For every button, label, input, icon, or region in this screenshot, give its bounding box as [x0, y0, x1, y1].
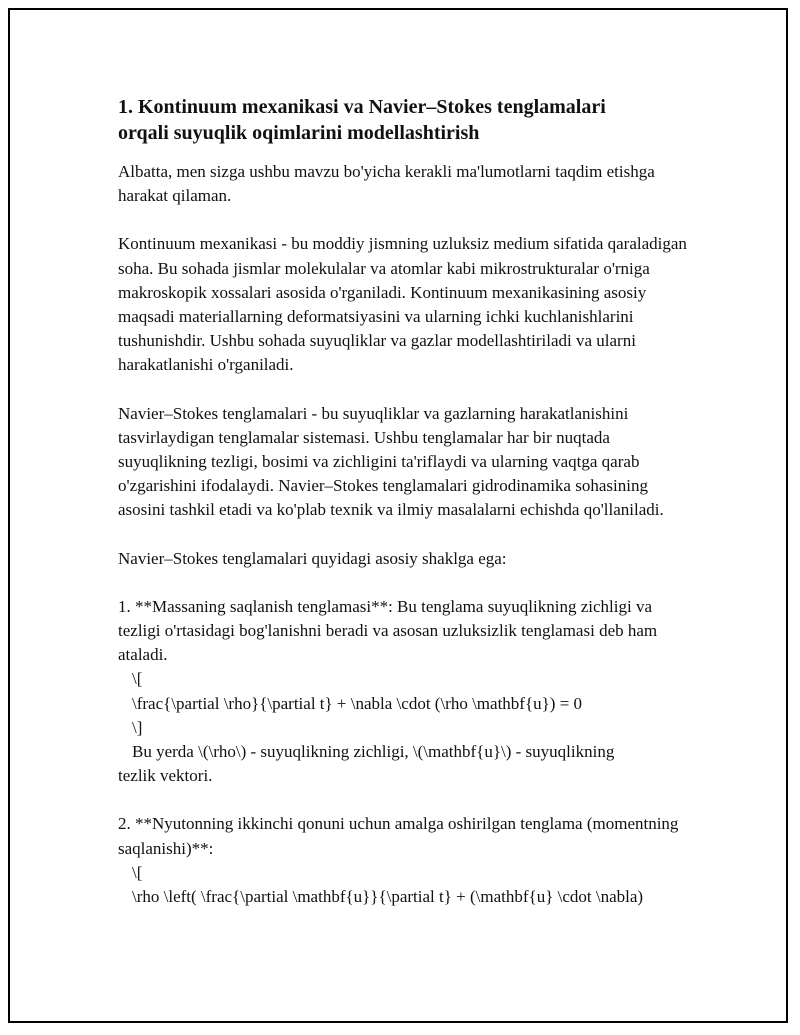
item-1-close-bracket: \]: [132, 717, 143, 737]
continuum-paragraph: Kontinuum mexanikasi - bu moddiy jismning uzluksiz medium sifatida qaraladigan soha. Bu sohada jismlar molekulalar va atomlar kabi mikrostrukturalar o'rniga makroskopik xossalari asosida o'rganiladi. Kontinuum mexanikasining asosiy maqsadi materiallarning deformatsiyasini va ularning ichki kuchlanishlarini tushunishdir. Ushbu sohada suyuqliklar va gazlar modellashtiriladi va ularni harakatlanishi o'rganiladi.: [118, 234, 687, 375]
document-body: [118, 94, 693, 909]
spacer: [118, 788, 693, 812]
intro-paragraph: Albatta, men sizga ushbu mavzu bo'yicha kerakli ma'lumotlarni taqdim etishga harakat qilaman.: [118, 162, 655, 206]
forms-paragraph: Navier–Stokes tenglamalari quyidagi asosiy shaklga ega:: [118, 548, 507, 568]
item-2-formula: \rho \left( \frac{\partial \mathbf{u}}{\partial t} + (\mathbf{u} \cdot \nabla): [132, 887, 644, 907]
title-line-1: 1. Kontinuum mexanikasi va Navier–Stokes tenglamalari: [118, 96, 606, 118]
item-1-note-line-1: Bu yerda \(\rho\) - suyuqlikning zichligi, \(\mathbf{u}\) - suyuqlikning: [132, 742, 615, 762]
item-1-text: 1. **Massaning saqlanish tenglamasi**: Bu tenglama suyuqlikning zichligi va tezligi o'rtasidagi bog'lanishni beradi va asosan uzluksizlik tenglamasi deb ham ataladi.: [118, 596, 658, 665]
navier-stokes-paragraph: Navier–Stokes tenglamalari - bu suyuqliklar va gazlarning harakatlanishini tasvirlaydigan tenglamalar sistemasi. Ushbu tenglamalar har bir nuqtada suyuqlikning tezligi, bosimi va zichligini ta'riflaydi va ularning vaqtga qarab o'zgarishini ifodalaydi. Navier–Stokes tenglamalari gidrodinamika sohasining asosini tashkil etadi va ko'plab texnik va ilmiy masalalarni echishda qo'llaniladi.: [118, 403, 664, 520]
title-line-2: orqali suyuqlik oqimlarini modellashtirish: [118, 122, 480, 144]
item-2-text: 2. **Nyutonning ikkinchi qonuni uchun amalga oshirilgan tenglama (momentning saqlanishi)**:: [118, 814, 679, 858]
item-1-open-bracket: \[: [132, 669, 143, 689]
item-1-formula: \frac{\partial \rho}{\partial t} + \nabla \cdot (\rho \mathbf{u}) = 0: [132, 693, 583, 713]
document-title: [118, 94, 693, 146]
item-1-note-line-2: tezlik vektori.: [118, 766, 213, 786]
item-2-open-bracket: \[: [132, 862, 143, 882]
